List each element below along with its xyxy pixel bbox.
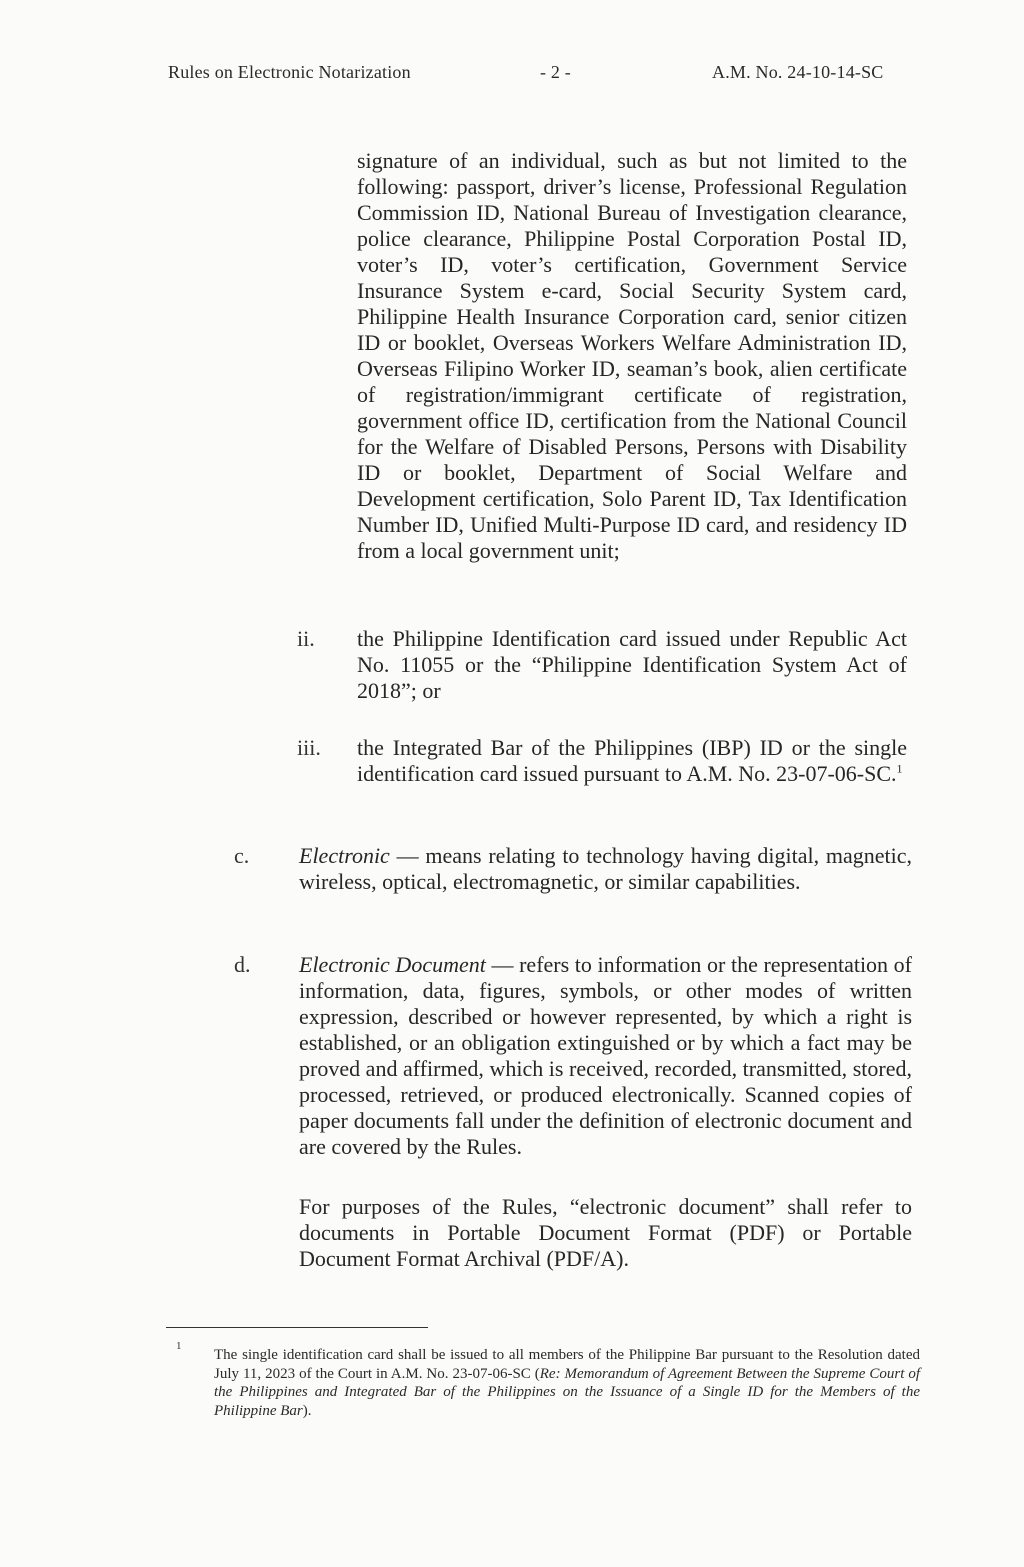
footnote-text (214, 1346, 920, 1420)
footnote-number: 1 (176, 1340, 182, 1352)
header-case-number: A.M. No. 24-10-14-SC (712, 62, 884, 82)
item-c-marker: c. (234, 843, 250, 868)
footnote-divider (166, 1327, 428, 1328)
item-c-term: Electronic (299, 843, 390, 868)
item-d-body (299, 952, 912, 1160)
item-iii-body (357, 735, 907, 787)
item-iii-marker: iii. (297, 735, 321, 760)
item-i-continuation: signature of an individual, such as but not limited to the following: passport, driver’s license, Professional Regulation Commission ID, National Bureau of Investigation clearance, police clearance, Philippine Postal Corporation Postal ID, voter’s ID, voter’s certification, Government Service Insurance System e-card, Social Security System card, Philippine Health Insurance Corporation card, senior citizen ID or booklet, Overseas Workers Welfare Administration ID, Overseas Filipino Worker ID, seaman’s book, alien certificate of registration/immigrant certificate of registration, government office ID, certification from the National Council for the Welfare of Disabled Persons, Persons with Disability ID or booklet, Department of Social Welfare and Development certification, Solo Parent ID, Tax Identification Number ID, Unified Multi-Purpose ID card, and residency ID from a local government unit; (357, 148, 907, 563)
footnote-italic-title: Re: Memorandum of Agreement Between the Supreme Court of the Philippines and Integrated Bar of the Philippines on the Issuance of a Single ID for the Members of the Philippine Bar (214, 1365, 920, 1419)
footnote-closing: ). (302, 1402, 312, 1419)
item-ii-marker: ii. (297, 626, 315, 651)
item-c-text: — means relating to technology having digital, magnetic, wireless, optical, electromagnetic, or similar capabilities. (299, 843, 912, 894)
item-d-text: — refers to information or the representation of information, data, figures, symbols, or other modes of written expression, described or however represented, by which a right is established, or an obligation extinguished or by which a fact may be proved and affirmed, which is received, recorded, transmitted, stored, processed, retrieved, or produced electronically. Scanned copies of paper documents fall under the definition of electronic document and are covered by the Rules. (299, 952, 913, 1159)
item-d-term: Electronic Document (299, 952, 486, 977)
header-title: Rules on Electronic Notarization (168, 62, 411, 82)
header-page-number: - 2 - (540, 62, 571, 82)
item-c-body (299, 843, 912, 895)
footnote-body: The single identification card shall be issued to all members of the Philippine Bar pursuant to the Resolution dated July 11, 2023 of the Court in A.M. No. 23-07-06-SC ( (214, 1347, 920, 1382)
footnote-reference: 1 (896, 761, 903, 776)
item-ii-text: the Philippine Identification card issued under Republic Act No. 11055 or the “Philippine Identification System Act of 2018”; or (357, 626, 907, 703)
item-iii-text: the Integrated Bar of the Philippines (IBP) ID or the single identification card issued pursuant to A.M. No. 23-07-06-SC. (357, 735, 907, 786)
item-d-marker: d. (234, 952, 251, 977)
item-d-paragraph-2: For purposes of the Rules, “electronic document” shall refer to documents in Portable Document Format (PDF) or Portable Document Format Archival (PDF/A). (299, 1194, 912, 1271)
